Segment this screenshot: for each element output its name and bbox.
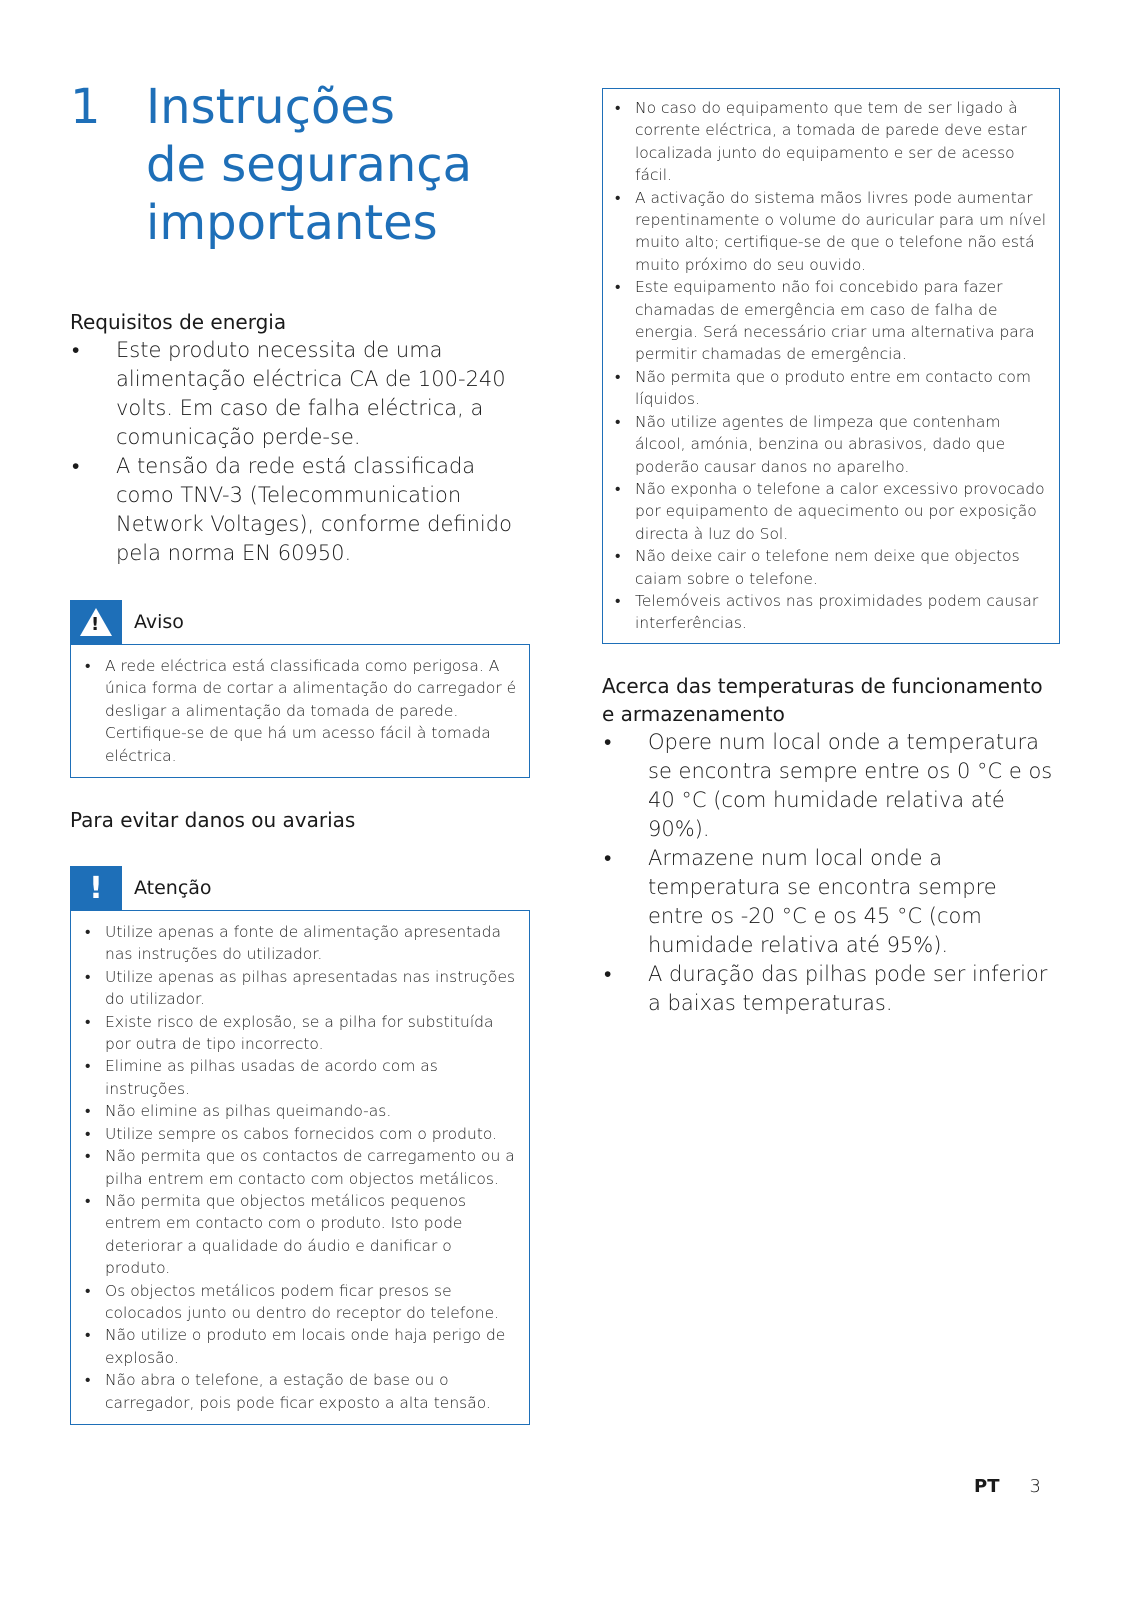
list-item: • Elimine as pilhas usadas de acordo com as instruções. — [85, 1055, 517, 1100]
damage-heading: Para evitar danos ou avarias — [70, 808, 356, 833]
list-item: • Utilize apenas a fonte de alimentação apresentada nas instruções do utilizador. — [85, 921, 517, 966]
list-item: • Não permita que o produto entre em contacto com líquidos. — [615, 366, 1047, 411]
safety-box — [602, 88, 1060, 644]
list-item: • Não exponha o telefone a calor excessivo provocado por equipamento de aquecimento ou por exposição directa à luz do Sol. — [615, 478, 1047, 545]
list-item: • A tensão da rede está classificada como TNV-3 (Telecommunication Network Voltages), conforme definido pela norma EN 60950. — [70, 452, 530, 568]
power-heading: Requisitos de energia — [70, 310, 287, 334]
left-column — [70, 308, 530, 1425]
list-item: • Este produto necessita de uma alimentação eléctrica CA de 100-240 volts. Em caso de falha eléctrica, a comunicação perde-se. — [70, 336, 530, 452]
caution-notice — [70, 866, 530, 1425]
list-item: • A activação do sistema mãos livres pode aumentar repentinamente o volume do auricular para um nível muito alto; certifique-se de que o telefone não está muito próximo do seu ouvido. — [615, 187, 1047, 277]
warning-header — [70, 600, 530, 644]
list-item: • Os objectos metálicos podem ficar presos se colocados junto ou dentro do receptor do telefone. — [85, 1280, 517, 1325]
caution-label: Atenção — [134, 877, 212, 900]
list-item: • Não abra o telefone, a estação de base ou o carregador, pois pode ficar exposto a alta tensão. — [85, 1369, 517, 1414]
list-item: • Não permita que os contactos de carregamento ou a pilha entrem em contacto com objectos metálicos. — [85, 1145, 517, 1190]
language-code: PT — [974, 1476, 1000, 1497]
list-item: • Armazene num local onde a temperatura se encontra sempre entre os -20 °C e os 45 °C (com humidade relativa até 95%). — [602, 844, 1058, 960]
right-column — [602, 88, 1058, 1018]
list-item: • Não elimine as pilhas queimando-as. — [85, 1100, 517, 1122]
temperature-list — [602, 728, 1058, 1018]
chapter-title: Instruções de segurança importantes — [146, 79, 473, 251]
list-item: • Não deixe cair o telefone nem deixe que objectos caiam sobre o telefone. — [615, 545, 1047, 590]
caution-list — [85, 921, 517, 1414]
list-item: • Não permita que objectos metálicos pequenos entrem em contacto com o produto. Isto pode deteriorar a qualidade do áudio e danificar o produto. — [85, 1190, 517, 1280]
warning-label: Aviso — [134, 611, 184, 633]
list-item: • Opere num local onde a temperatura se encontra sempre entre os 0 °C e os 40 °C (com humidade relativa até 90%). — [602, 728, 1058, 844]
list-item: • No caso do equipamento que tem de ser ligado à corrente eléctrica, a tomada de parede deve estar localizada junto do equipamento e ser de acesso fácil. — [615, 97, 1047, 187]
caution-box — [70, 910, 530, 1425]
list-item: • Não utilize o produto em locais onde haja perigo de explosão. — [85, 1324, 517, 1369]
list-item: • Utilize sempre os cabos fornecidos com o produto. — [85, 1123, 517, 1145]
list-item: • Não utilize agentes de limpeza que contenham álcool, amónia, benzina ou abrasivos, dado que poderão causar danos no aparelho. — [615, 411, 1047, 478]
page-number: 3 — [1029, 1476, 1041, 1497]
chapter-heading — [70, 78, 472, 252]
exclamation-icon: ! — [70, 866, 122, 910]
warning-box — [70, 644, 530, 778]
list-item: • A rede eléctrica está classificada como perigosa. A única forma de cortar a alimentação do carregador é desligar a alimentação da tomada de parede. Certifique-se de que há um acesso fácil à tomada eléctrica. — [85, 655, 517, 767]
power-list — [70, 336, 530, 568]
chapter-number: 1 — [70, 79, 101, 135]
list-item: • Existe risco de explosão, se a pilha for substituída por outra de tipo incorrecto. — [85, 1011, 517, 1056]
list-item: • Utilize apenas as pilhas apresentadas nas instruções do utilizador. — [85, 966, 517, 1011]
safety-list — [615, 97, 1047, 635]
temperature-heading: Acerca das temperaturas de funcionamento e armazenamento — [602, 673, 1043, 726]
warning-notice — [70, 600, 530, 778]
list-item: • Telemóveis activos nas proximidades podem causar interferências. — [615, 590, 1047, 635]
list-item: • A duração das pilhas pode ser inferior a baixas temperaturas. — [602, 960, 1058, 1018]
caution-header — [70, 866, 530, 910]
page-footer — [974, 1476, 1041, 1497]
list-item: • Este equipamento não foi concebido para fazer chamadas de emergência em caso de falha de energia. Será necessário criar uma alternativa para permitir chamadas de emergência. — [615, 276, 1047, 366]
warning-list — [85, 655, 517, 767]
warning-triangle-icon: ! — [70, 600, 122, 644]
